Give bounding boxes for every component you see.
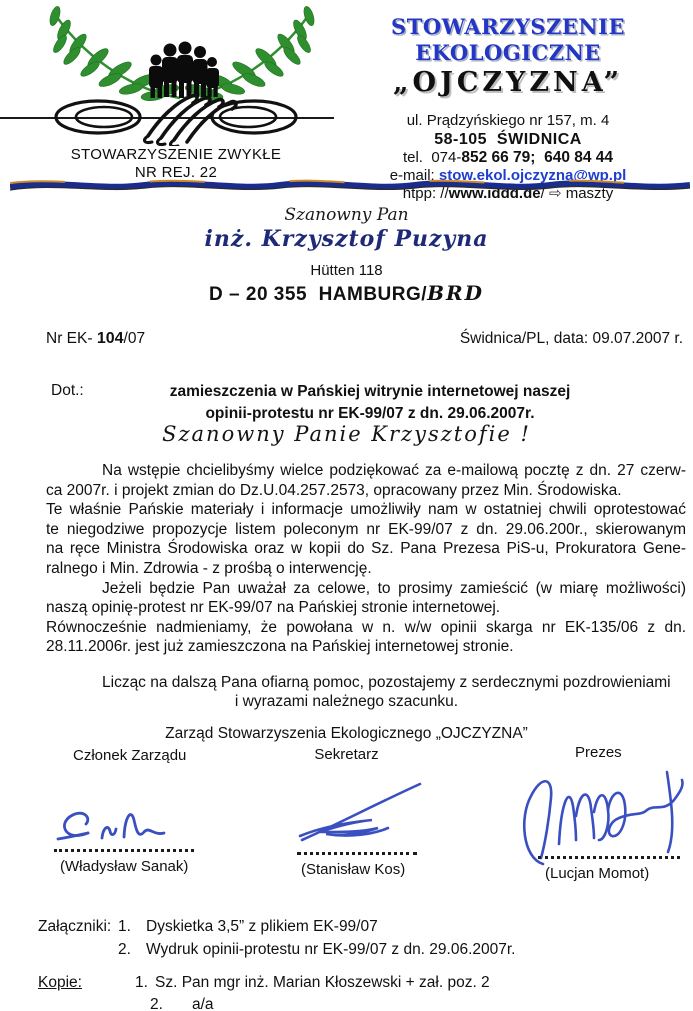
body-line: 28.11.2006r. jest już zamieszczona na Pańskiej internetowej stronie. [46, 638, 514, 656]
body-line: te niegodziwe propozycje listem poleconym nr EK-99/07 z dn. 29.06.200r., skierowanym [46, 520, 686, 538]
copy-item: Sz. Pan mgr inż. Marian Kłoszewski + zał. poz. 2 [155, 974, 490, 991]
logo-caption-line2: NR REJ. 22 [134, 164, 218, 181]
letter-body [46, 461, 686, 657]
signature-dotted-line [538, 856, 680, 859]
reference-number [46, 330, 145, 348]
body-line: na ręce Ministra Środowiska oraz w kopii do Sz. Pana Prezesa PiS-u, Prokuratora Gene- [46, 540, 686, 558]
body-line: ca 2007r. i projekt zmian do Dz.U.04.257.2573, opracowany przez Min. Środowiska. [46, 481, 622, 499]
people-icon [149, 42, 219, 99]
attachment-item: Wydruk opinii-protestu nr EK-99/07 z dn. 29.06.2007r. [146, 941, 516, 958]
signer-title-secretary: Sekretarz [314, 746, 379, 763]
org-email-label: e-mail: [389, 167, 439, 184]
signature-kos-icon [292, 780, 424, 850]
org-web-prefix: htpp: // [402, 185, 449, 202]
signature-dotted-line [54, 849, 194, 852]
org-web-domain[interactable]: www.iddd.de [448, 185, 541, 202]
reference-suffix: /07 [123, 330, 146, 347]
calligraphic-flourish-icon [56, 96, 296, 146]
signer-name-kos: (Stanisław Kos) [301, 861, 406, 878]
attachment-item: Dyskietka 3,5” z plikiem EK-99/07 [146, 918, 378, 935]
body-line: naszą opinię-protest nr EK-99/07 na Pańskiej stronie internetowej. [46, 599, 501, 617]
signer-title-president: Prezes [575, 744, 622, 761]
arrow-right-icon: ⇨ [548, 185, 562, 202]
association-logo [20, 4, 352, 146]
body-line: Jeżeli będzie Pan uważał za celowe, to prosimy zamieścić (w miarę możliwości) [102, 579, 686, 597]
recipient-city [0, 281, 693, 306]
recipient-salutation: Szanowny Pan [284, 205, 409, 225]
body-line: Te właśnie Pańskie materiały i informacje umożliwiły nam w ostatniej chwili oprotestować [46, 501, 686, 519]
subject-label: Dot.: [51, 382, 84, 399]
recipient-country-script: BRD [427, 281, 484, 305]
attachment-number: 2. [118, 941, 131, 958]
copy-item: a/a [192, 996, 214, 1011]
copy-number: 2. [150, 996, 163, 1011]
signer-title-board-member: Członek Zarządu [73, 747, 187, 764]
org-name-line2: „OJCZYZNA” [393, 67, 623, 98]
org-address-street: ul. Prądzyńskiego nr 157, m. 4 [406, 112, 610, 129]
copies-label: Kopie: [38, 974, 82, 991]
signer-name-sanak: (Władysław Sanak) [60, 858, 189, 875]
org-phone-numbers: 852 66 79; 640 84 44 [461, 149, 614, 166]
org-phone [330, 149, 686, 167]
logo-caption-line1: STOWARZYSZENIE ZWYKŁE [70, 146, 282, 163]
signer-name-momot: (Lucjan Momot) [545, 865, 650, 882]
body-line: Równocześnie nadmieniamy, że powołana w n. w/w opinii skarga nr EK-135/06 z dn. [46, 618, 686, 636]
signature-momot-icon [515, 760, 690, 868]
closing-line2: i wyrazami należnego szacunku. [234, 693, 459, 710]
org-name-line1: STOWARZYSZENIE EKOLOGICZNE [391, 14, 625, 65]
recipient-city-bold: D – 20 355 HAMBURG/ [209, 284, 428, 305]
place-and-date: Świdnica/PL, data: 09.07.2007 r. [459, 330, 683, 347]
org-address-city: 58-105 ŚWIDNICA [434, 131, 582, 148]
closing-line1: Licząc na dalszą Pana ofiarną pomoc, pozostajemy z serdecznymi pozdrowieniami [102, 674, 671, 691]
subject-line2: opinii-protestu nr EK-99/07 z dn. 29.06.2007r. [205, 405, 535, 422]
attachment-number: 1. [118, 918, 131, 935]
body-line: ralnego i Min. Zdrowia - z prośbą o interwencję. [46, 559, 372, 577]
org-phone-prefix: tel. 074- [402, 149, 462, 166]
board-line: Zarząd Stowarzyszenia Ekologicznego „OJCZYZNA” [165, 725, 528, 742]
signature-sanak-icon [52, 795, 192, 855]
subject-line1: zamieszczenia w Pańskiej witrynie internetowej naszej [169, 383, 571, 400]
recipient-name: inż. Krzysztof Puzyna [204, 226, 489, 252]
org-email-link[interactable]: stow.ekol.ojczyzna@wp.pl [438, 167, 627, 184]
org-web-slash: / [540, 185, 549, 202]
copy-number: 1. [135, 974, 148, 991]
greeting-line: Szanowny Panie Krzysztofie ! [162, 422, 531, 446]
attachments-label: Załączniki: [38, 918, 112, 935]
recipient-street: Hütten 118 [310, 262, 383, 279]
wavy-divider [10, 176, 690, 194]
subject-text [90, 381, 650, 425]
reference-prefix: Nr EK- [46, 330, 97, 347]
body-line: Na wstępie chcielibyśmy wielce podziękować za e-mailową pocztę z dn. 27 czerw- [102, 462, 686, 479]
signature-dotted-line [297, 852, 417, 855]
org-header [330, 14, 686, 203]
reference-number-bold: 104 [96, 330, 124, 347]
org-web-suffix: maszty [561, 185, 614, 202]
